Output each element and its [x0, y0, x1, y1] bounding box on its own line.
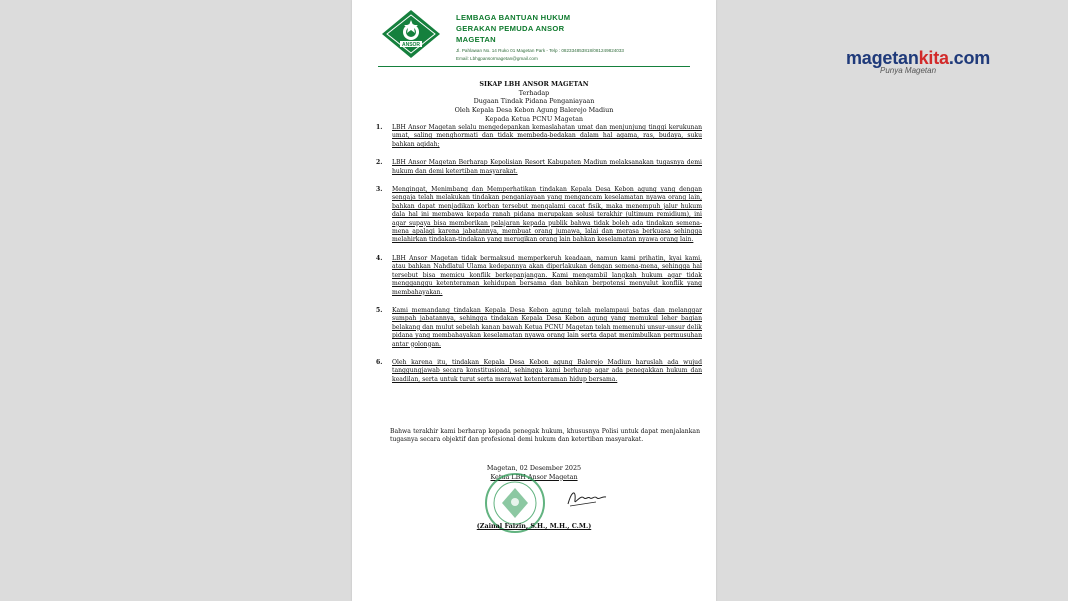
point-number: 1. [376, 124, 383, 131]
letterhead-divider [378, 66, 690, 67]
org-name-line-1: LEMBAGA BANTUAN HUKUM [456, 13, 571, 22]
point-text: LBH Ansor Magetan selalu mengedepankan kemaslahatan umat dan menjunjung tinggi kerukunan umat, saling menghormati dan tidak membeda-bedakan dalam hal agama, ras, budaya, suku bahkan aqidah; [392, 124, 702, 148]
point-text: Mengingat, Menimbang dan Memperhatikan tindakan Kepala Desa Kebon agung yang dengan sengaja telah melakukan tindakan penganiayaan yang mengancam keselamatan nyawa orang lain, bahkan dapat menjadikan korban tersebut mengalami cacat fisik, maka menempuh jalur hukum dala hal ini membawa kepada ranah pidana merupakan solusi terakhir (ultimum remidium), ini agar supaya bisa memberikan pelajaran kepada publik bahwa tidak boleh ada tindakan semena-mena apalagi karena jabatannya, membuat orang jumawa, lalai dan merasa berkuasa sehingga melahirkan tindakan-tindakan yang merugikan orang lain bahkan keselamatan nyawa orang lain. [392, 186, 702, 244]
statement-point [376, 159, 702, 176]
closing-paragraph: Bahwa terakhir kami berharap kepada penegak hukum, khususnya Polisi untuk dapat menjalankan tugasnya secara objektif dan profesional demi hukum dan ketertiban masyarakat. [390, 428, 700, 444]
statement-point [376, 255, 702, 297]
point-text: Oleh karena itu, tindakan Kepala Desa Kebon agung Balerejo Madiun haruslah ada wujud tanggungjawab secara konstitusional, sehingga kami berharap agar ada penegakkan hukum dan keadilan, serta untuk turut serta merawat ketenteraman hidup bersama. [392, 358, 702, 383]
brand-tagline: Punya Magetan [880, 66, 937, 75]
title-line-1: SIKAP LBH ANSOR MAGETAN [479, 80, 589, 88]
site-brand[interactable] [846, 48, 990, 75]
statement-point [376, 186, 702, 245]
point-number: 5. [376, 306, 383, 314]
org-name-line-2: GERAKAN PEMUDA ANSOR [456, 24, 565, 33]
point-text: LBH Ansor Magetan tidak bermaksud memperkeruh keadaan, namun kami prihatin, kyai kami, atau bahkan Nahdlatul Ulama kedepannya akan diperlakukan dengan semena-mena, sehingga hal tersebut bisa memicu konflik berkepanjangan. Kami mengambil langkah hukum agar tidak mengganggu ketenteraman kehidupan bersama dan bahkan berpotensi menyulut konflik yang membahayakan. [392, 254, 702, 296]
statement-point [376, 359, 702, 384]
title-line-3: Dugaan Tindak Pidana Penganiayaan [473, 97, 595, 106]
document-title [352, 80, 716, 124]
org-name-line-3: MAGETAN [456, 35, 496, 44]
org-email: Email: Lbhgpansormagetan@gmail.com [456, 56, 538, 61]
place-date: Magetan, 02 Desember 2025 [486, 464, 582, 472]
handwritten-signature-icon [566, 486, 610, 510]
svg-text:ANSOR: ANSOR [401, 42, 421, 48]
statement-point [376, 307, 702, 349]
title-line-2: Terhadap [518, 88, 550, 97]
point-number: 3. [376, 186, 383, 194]
title-line-4: Oleh Kepala Desa Kebon Agung Balerejo Madiun [454, 106, 614, 115]
signer-role: Ketua LBH Ansor Magetan [490, 472, 578, 481]
signer-name: (Zainal Faizin, S.H., M.H., C.M.) [476, 522, 592, 530]
point-number: 2. [376, 159, 383, 167]
document-page [352, 0, 716, 601]
point-number: 4. [376, 254, 383, 262]
point-text: LBH Ansor Magetan Berharap Kepolisian Resort Kabupaten Madiun melaksanakan tugasnya demi hukum dan demi ketertiban masyarakat. [392, 159, 702, 175]
brand-logo-text: magetankita.com [846, 48, 991, 68]
ansor-logo-icon [380, 8, 442, 60]
letterhead [456, 12, 624, 63]
statement-point [376, 124, 702, 149]
title-line-5: Kepada Ketua PCNU Magetan [484, 114, 584, 123]
org-address: Jl. Pahlawan No. 14 Ruko 01 Magetan Park - Telp : 082334853818/081249824033 [456, 48, 624, 53]
point-text: Kami memandang tindakan Kepala Desa Kebon agung telah melampaui batas dan melanggar sumpah jabatannya, sehingga tindakan Kepala Desa Kebon agung yang memukul leher bagian belakang dan mulut sebelah kanan bawah Ketua PCNU Magetan telah memenuhi unsur-unsur delik pidana yang membahayakan keselamatan nyawa orang lain serta dapat menimbulkan permusuhan antar golongan. [392, 306, 702, 348]
statement-points [376, 124, 702, 394]
point-number: 6. [376, 358, 383, 366]
